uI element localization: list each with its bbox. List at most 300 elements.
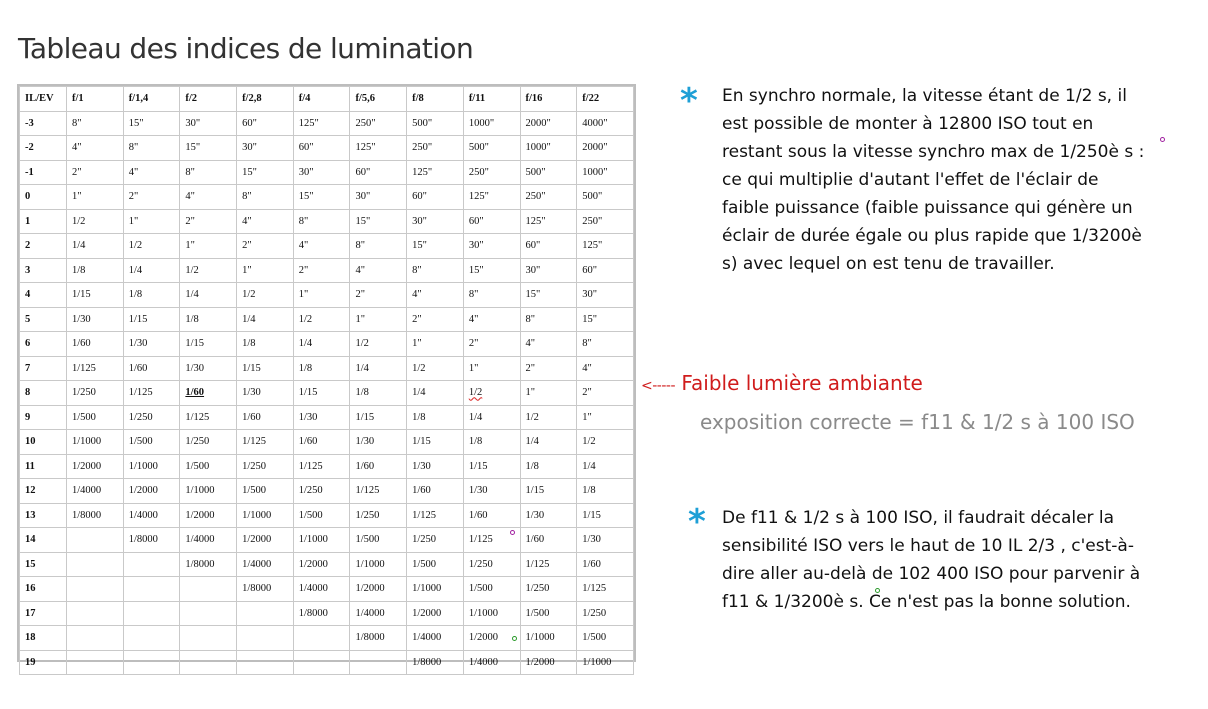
cell-text: 1/15 — [355, 411, 375, 423]
cell-text: 1/1000 — [525, 632, 555, 644]
shutter-speed-cell — [67, 185, 124, 210]
shutter-speed-cell — [463, 479, 520, 504]
cell-text: 2" — [525, 362, 536, 374]
shutter-speed-cell — [237, 381, 294, 406]
table-row — [20, 552, 634, 577]
shutter-speed-cell — [237, 405, 294, 430]
cell-text: 1" — [185, 240, 195, 252]
shutter-speed-cell — [180, 258, 237, 283]
shutter-speed-cell — [407, 160, 464, 185]
cell-text: 1/8 — [185, 313, 199, 325]
ev-table — [19, 86, 634, 675]
cell-text: 1/500 — [355, 534, 380, 546]
shutter-speed-cell — [350, 454, 407, 479]
cell-text: 30" — [412, 215, 427, 227]
cell-text: 500" — [582, 191, 603, 203]
cell-text: 1/15 — [298, 387, 318, 399]
column-header: IL/EV — [20, 87, 67, 112]
note-synchro-normale — [722, 82, 1144, 278]
cell-text: 1/8 — [582, 485, 596, 497]
shutter-speed-cell — [293, 626, 350, 651]
cell-text: 2" — [468, 338, 479, 350]
cell-text: 15" — [582, 313, 597, 325]
shutter-speed-cell — [293, 209, 350, 234]
shutter-speed-cell — [350, 209, 407, 234]
cell-text: 1/125 — [582, 583, 607, 595]
shutter-speed-cell — [293, 528, 350, 553]
shutter-speed-cell — [350, 601, 407, 626]
shutter-speed-cell — [123, 307, 180, 332]
shutter-speed-cell — [180, 552, 237, 577]
cell-text: 30" — [525, 264, 541, 276]
ev-value-cell: 16 — [20, 577, 67, 602]
cell-text: 1/8 — [525, 460, 539, 472]
cell-text: 1/2000 — [72, 460, 102, 472]
cell-text: 1/4000 — [468, 656, 498, 668]
shutter-speed-cell — [520, 430, 577, 455]
table-row — [20, 209, 634, 234]
shutter-speed-cell — [463, 405, 520, 430]
cell-text: 4" — [355, 264, 365, 276]
cell-text: 1/30 — [128, 338, 148, 350]
cell-text: 1/2000 — [412, 607, 442, 619]
shutter-speed-cell — [577, 430, 634, 455]
cell-text: 2" — [185, 215, 195, 227]
shutter-speed-cell — [520, 650, 577, 675]
table-body — [20, 111, 634, 675]
shutter-speed-cell — [237, 234, 294, 259]
cell-text: 1/8 — [128, 289, 143, 301]
ev-value-cell: 10 — [20, 430, 67, 455]
shutter-speed-cell — [577, 577, 634, 602]
note-line: f11 & 1/3200è s. Ce n'est pas la bonne solution. — [722, 592, 1131, 612]
shutter-speed-cell — [237, 185, 294, 210]
marker-circle-purple — [1160, 137, 1165, 142]
cell-text: 60" — [412, 191, 427, 203]
cell-text: 1/60 — [525, 534, 545, 546]
shutter-speed-cell — [407, 136, 464, 161]
exposure-text: exposition correcte = f11 & 1/2 s à 100 ISO — [700, 410, 1135, 434]
shutter-speed-cell — [577, 234, 634, 259]
shutter-speed-cell — [577, 405, 634, 430]
shutter-speed-cell — [67, 601, 124, 626]
cell-text: 1/60 — [72, 338, 91, 350]
table-header-row — [20, 87, 634, 112]
shutter-speed-cell — [67, 430, 124, 455]
shutter-speed-cell — [463, 258, 520, 283]
ev-value-cell: 17 — [20, 601, 67, 626]
cell-text: 1/500 — [72, 411, 96, 423]
cell-text: 1/2 — [72, 215, 86, 227]
shutter-speed-cell — [180, 430, 237, 455]
shutter-speed-cell — [350, 430, 407, 455]
cell-text: 1" — [468, 362, 479, 374]
cell-text: 8" — [525, 313, 536, 325]
shutter-speed-cell — [180, 234, 237, 259]
cell-text: 8" — [72, 117, 82, 129]
cell-text: 250" — [355, 117, 376, 129]
shutter-speed-cell — [520, 283, 577, 308]
shutter-speed-cell — [520, 307, 577, 332]
cell-text: 1/8 — [412, 411, 426, 423]
cell-text: 250" — [525, 191, 546, 203]
shutter-speed-cell — [577, 381, 634, 406]
shutter-speed-cell — [237, 454, 294, 479]
shutter-speed-cell — [123, 160, 180, 185]
marker-circle-purple — [510, 530, 515, 535]
cell-text: 1/15 — [525, 485, 545, 497]
cell-text: 500" — [468, 142, 489, 154]
cell-text: 125" — [298, 117, 319, 129]
shutter-speed-cell — [67, 356, 124, 381]
cell-text: 1/2 — [582, 436, 596, 448]
shutter-speed-cell — [520, 258, 577, 283]
shutter-speed-cell — [237, 626, 294, 651]
shutter-speed-cell — [577, 650, 634, 675]
shutter-speed-cell — [350, 307, 407, 332]
shutter-speed-cell — [350, 503, 407, 528]
cell-text: 4000" — [582, 117, 608, 129]
cell-text: 1/500 — [298, 509, 323, 521]
shutter-speed-cell — [520, 234, 577, 259]
cell-text: 1/4 — [582, 460, 596, 472]
cell-text: 1/2 — [412, 362, 426, 374]
cell-text: 1/125 — [242, 436, 266, 448]
shutter-speed-cell — [180, 381, 237, 406]
shutter-speed-cell — [463, 111, 520, 136]
shutter-speed-cell — [180, 454, 237, 479]
shutter-speed-cell — [180, 307, 237, 332]
shutter-speed-cell — [123, 577, 180, 602]
shutter-speed-cell — [237, 601, 294, 626]
arrow-label: Faible lumière ambiante — [681, 371, 923, 395]
shutter-speed-cell — [237, 528, 294, 553]
cell-text: 1/250 — [412, 534, 437, 546]
shutter-speed-cell — [237, 332, 294, 357]
cell-text: 60" — [298, 142, 314, 154]
cell-text: 4" — [72, 142, 82, 154]
shutter-speed-cell — [463, 160, 520, 185]
cell-text: 250" — [468, 166, 489, 178]
cell-text: 1/4000 — [412, 632, 442, 644]
shutter-speed-cell — [67, 136, 124, 161]
shutter-speed-cell — [180, 479, 237, 504]
cell-text: 1/8000 — [185, 558, 215, 570]
shutter-speed-cell — [180, 626, 237, 651]
cell-text: 1/250 — [582, 607, 607, 619]
shutter-speed-cell — [463, 650, 520, 675]
cell-text: 4" — [525, 338, 536, 350]
cell-text: 60" — [525, 240, 541, 252]
shutter-speed-cell — [123, 381, 180, 406]
table-row — [20, 479, 634, 504]
cell-text: 1/8 — [242, 338, 256, 350]
shutter-speed-cell — [407, 454, 464, 479]
shutter-speed-cell — [123, 626, 180, 651]
shutter-speed-cell — [180, 332, 237, 357]
cell-text: 1/4000 — [128, 509, 158, 521]
cell-text: 1/1000 — [298, 534, 328, 546]
ev-value-cell: -1 — [20, 160, 67, 185]
cell-text: 1/15 — [128, 313, 148, 325]
shutter-speed-cell — [463, 185, 520, 210]
cell-text: 1/4000 — [355, 607, 385, 619]
cell-text: 1" — [298, 289, 309, 301]
shutter-speed-cell — [407, 626, 464, 651]
cell-text: 15" — [525, 289, 541, 301]
cell-text: 30" — [185, 117, 201, 129]
shutter-speed-cell — [577, 111, 634, 136]
note-iso-solution — [722, 504, 1140, 616]
cell-text: 1/250 — [128, 411, 153, 423]
cell-text: 1/4 — [128, 264, 143, 276]
shutter-speed-cell — [67, 283, 124, 308]
shutter-speed-cell — [520, 405, 577, 430]
cell-text: 1/15 — [72, 289, 91, 301]
shutter-speed-cell — [350, 356, 407, 381]
cell-text: 1/30 — [582, 534, 601, 546]
cell-text: 1/8 — [72, 264, 86, 276]
shutter-speed-cell — [407, 405, 464, 430]
cell-text: 1/1000 — [242, 509, 272, 521]
shutter-speed-cell — [350, 111, 407, 136]
note-line: ce qui multiplie d'autant l'effet de l'éclair de — [722, 170, 1099, 190]
column-header: f/2,8 — [237, 87, 294, 112]
cell-text: 1/250 — [525, 583, 550, 595]
shutter-speed-cell — [463, 136, 520, 161]
table-row — [20, 258, 634, 283]
column-header: f/4 — [293, 87, 350, 112]
cell-text: 1/125 — [298, 460, 323, 472]
shutter-speed-cell — [180, 136, 237, 161]
cell-text: 1" — [72, 191, 82, 203]
cell-text: 1/2000 — [298, 558, 328, 570]
shutter-speed-cell — [237, 209, 294, 234]
cell-text: 1/1000 — [128, 460, 158, 472]
table-row — [20, 160, 634, 185]
cell-text: 1" — [582, 411, 592, 423]
shutter-speed-cell — [350, 160, 407, 185]
cell-text: 30" — [298, 166, 314, 178]
cell-text: 1/500 — [412, 558, 437, 570]
shutter-speed-cell — [67, 479, 124, 504]
shutter-speed-cell — [180, 111, 237, 136]
table-row — [20, 454, 634, 479]
table-row — [20, 650, 634, 675]
cell-text: 1/4000 — [185, 534, 215, 546]
shutter-speed-cell — [123, 332, 180, 357]
shutter-speed-cell — [407, 430, 464, 455]
shutter-speed-cell — [293, 405, 350, 430]
ev-value-cell: 3 — [20, 258, 67, 283]
cell-text: 125" — [525, 215, 546, 227]
cell-text: 1/500 — [525, 607, 550, 619]
cell-text: 1/60 — [128, 362, 148, 374]
shutter-speed-cell — [577, 160, 634, 185]
cell-text: 1/500 — [468, 583, 493, 595]
shutter-speed-cell — [67, 626, 124, 651]
table-row — [20, 626, 634, 651]
cell-text: 4" — [412, 289, 422, 301]
column-header: f/11 — [463, 87, 520, 112]
shutter-speed-cell — [180, 528, 237, 553]
shutter-speed-cell — [180, 209, 237, 234]
lumination-table — [17, 84, 636, 668]
cell-text: 1/4000 — [298, 583, 328, 595]
table-row — [20, 234, 634, 259]
cell-text: 250" — [582, 215, 603, 227]
note-line: faible puissance (faible puissance qui génère un — [722, 198, 1133, 218]
cell-text: 1/15 — [242, 362, 261, 374]
shutter-speed-cell — [237, 111, 294, 136]
shutter-speed-cell — [293, 381, 350, 406]
shutter-speed-cell — [293, 650, 350, 675]
shutter-speed-cell — [407, 307, 464, 332]
shutter-speed-cell — [237, 503, 294, 528]
cell-text: 15" — [468, 264, 484, 276]
shutter-speed-cell — [463, 601, 520, 626]
shutter-speed-cell — [237, 136, 294, 161]
shutter-speed-cell — [520, 356, 577, 381]
cell-text: 8" — [298, 215, 309, 227]
shutter-speed-cell — [293, 258, 350, 283]
cell-text: 1/60 — [185, 387, 205, 399]
cell-text: 1/125 — [412, 509, 437, 521]
shutter-speed-cell — [180, 160, 237, 185]
table-row — [20, 332, 634, 357]
shutter-speed-cell — [237, 258, 294, 283]
cell-text: 1/4 — [412, 387, 426, 399]
cell-text: 1/2 — [185, 264, 199, 276]
shutter-speed-cell — [577, 454, 634, 479]
cell-text: 1/8 — [468, 436, 483, 448]
shutter-speed-cell — [350, 577, 407, 602]
shutter-speed-cell — [123, 258, 180, 283]
cell-text: 1000" — [582, 166, 608, 178]
cell-text: 1/60 — [298, 436, 318, 448]
shutter-speed-cell — [350, 552, 407, 577]
cell-text: 1/2 — [128, 240, 143, 252]
cell-text: 1/30 — [242, 387, 261, 399]
cell-text: 15" — [242, 166, 257, 178]
shutter-speed-cell — [67, 234, 124, 259]
shutter-speed-cell — [577, 479, 634, 504]
cell-text: 1/8 — [298, 362, 313, 374]
shutter-speed-cell — [350, 405, 407, 430]
cell-text: 15" — [412, 240, 427, 252]
shutter-speed-cell — [293, 307, 350, 332]
cell-text: 1" — [355, 313, 365, 325]
shutter-speed-cell — [67, 577, 124, 602]
shutter-speed-cell — [237, 283, 294, 308]
shutter-speed-cell — [237, 430, 294, 455]
cell-text: 1/8000 — [72, 509, 102, 521]
column-header: f/1 — [67, 87, 124, 112]
shutter-speed-cell — [293, 111, 350, 136]
shutter-speed-cell — [520, 136, 577, 161]
shutter-speed-cell — [577, 332, 634, 357]
shutter-speed-cell — [67, 503, 124, 528]
column-header: f/8 — [407, 87, 464, 112]
shutter-speed-cell — [67, 405, 124, 430]
cell-text: 1" — [128, 215, 139, 227]
shutter-speed-cell — [350, 136, 407, 161]
shutter-speed-cell — [520, 626, 577, 651]
shutter-speed-cell — [407, 601, 464, 626]
shutter-speed-cell — [463, 381, 520, 406]
shutter-speed-cell — [407, 283, 464, 308]
shutter-speed-cell — [463, 356, 520, 381]
shutter-speed-cell — [123, 356, 180, 381]
cell-text: 1/2 — [355, 338, 369, 350]
shutter-speed-cell — [293, 479, 350, 504]
shutter-speed-cell — [67, 552, 124, 577]
shutter-speed-cell — [293, 283, 350, 308]
cell-text: 1/125 — [468, 534, 493, 546]
shutter-speed-cell — [463, 503, 520, 528]
cell-text: 1/15 — [185, 338, 205, 350]
cell-text: 60" — [582, 264, 597, 276]
shutter-speed-cell — [293, 601, 350, 626]
cell-text: 1/30 — [72, 313, 91, 325]
shutter-speed-cell — [407, 209, 464, 234]
cell-text: 30" — [242, 142, 257, 154]
shutter-speed-cell — [123, 430, 180, 455]
shutter-speed-cell — [463, 430, 520, 455]
ev-value-cell: 18 — [20, 626, 67, 651]
table-row — [20, 503, 634, 528]
shutter-speed-cell — [463, 234, 520, 259]
cell-text: 2" — [128, 191, 139, 203]
ev-value-cell: 15 — [20, 552, 67, 577]
column-header: f/2 — [180, 87, 237, 112]
shutter-speed-cell — [237, 160, 294, 185]
cell-text: 1/30 — [298, 411, 318, 423]
cell-text: 8" — [128, 142, 139, 154]
cell-text: 60" — [355, 166, 371, 178]
cell-text: 1/4 — [72, 240, 86, 252]
shutter-speed-cell — [520, 160, 577, 185]
cell-text: 1/60 — [412, 485, 431, 497]
cell-text: 1" — [412, 338, 422, 350]
cell-text: 2" — [412, 313, 422, 325]
shutter-speed-cell — [350, 479, 407, 504]
column-header: f/5,6 — [350, 87, 407, 112]
shutter-speed-cell — [407, 111, 464, 136]
cell-text: 1" — [242, 264, 252, 276]
cell-text: 2" — [72, 166, 82, 178]
ev-value-cell: 1 — [20, 209, 67, 234]
shutter-speed-cell — [407, 528, 464, 553]
table-row — [20, 528, 634, 553]
cell-text: 1000" — [468, 117, 495, 129]
shutter-speed-cell — [293, 160, 350, 185]
cell-text: 125" — [412, 166, 433, 178]
shutter-speed-cell — [407, 356, 464, 381]
shutter-speed-cell — [293, 356, 350, 381]
shutter-speed-cell — [350, 185, 407, 210]
ev-value-cell: 19 — [20, 650, 67, 675]
shutter-speed-cell — [180, 601, 237, 626]
marker-circle-green — [512, 636, 517, 641]
shutter-speed-cell — [577, 307, 634, 332]
shutter-speed-cell — [350, 332, 407, 357]
shutter-speed-cell — [180, 356, 237, 381]
ev-value-cell: 13 — [20, 503, 67, 528]
cell-text: 8" — [582, 338, 592, 350]
cell-text: 1/2 — [525, 411, 539, 423]
cell-text: 1/4 — [468, 411, 483, 423]
